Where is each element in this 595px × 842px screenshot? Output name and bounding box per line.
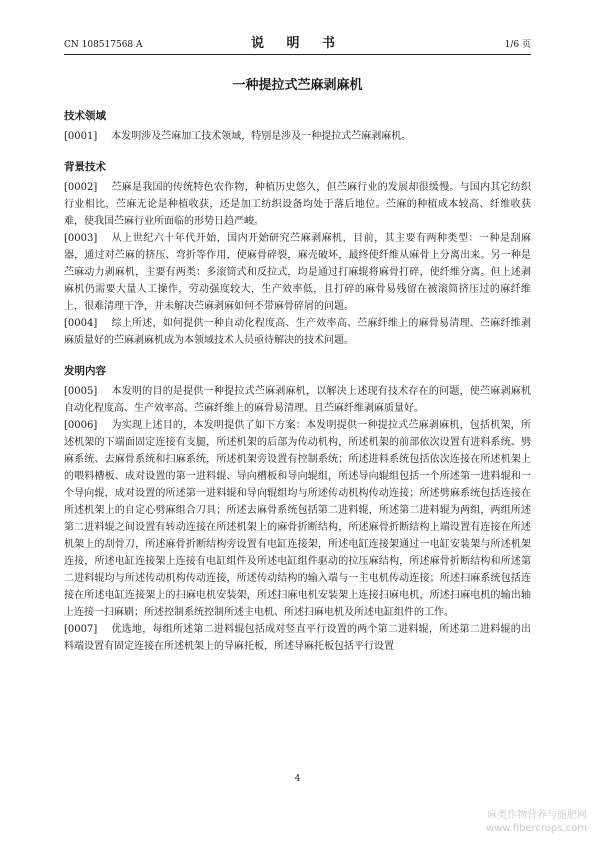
paragraph-number: [0002] [64,182,98,193]
section-heading: 背景技术 [64,161,106,173]
paragraph [64,128,531,145]
paragraph [64,621,531,655]
paragraph-text: 本发明的目的是提供一种提拉式苎麻剥麻机，以解决上述现有技术存在的问题，使苎麻剥麻机自动化程度高、生产效率高、苎麻纤维上的麻骨易清理、且苎麻纤维剥麻质量好。 [64,386,531,414]
paragraph-number: [0005] [64,386,98,397]
page-info: 1/6 页 [504,40,531,50]
section-background [64,159,531,349]
paragraph-number: [0006] [64,420,98,431]
section-tech-field [64,108,531,145]
doc-number: CN 108517568 A [64,40,143,50]
page-header [64,32,531,55]
section-heading: 发明内容 [64,365,106,377]
section-summary [64,363,531,655]
paragraph-text: 从上世纪六十年代开始，国内开始研究苎麻剥麻机，目前，其主要有两种类型：一种是刮麻器，通过对苎麻的挤压、弯折等作用，使麻骨碎裂，麻壳破坏，最终使纤维从麻骨上分离出来。另一种是苎麻动力剥麻机，主要有两类：多滚筒式和反拉式，均是通过打麻辊将麻骨打碎，使纤维分离。但上述剥麻机仍需要大量人工操作，劳动强度较大，生产效率低，且打碎的麻骨易残留在被滚筒挤压过的麻纤维上，很难清理干净，并未解决苎麻剥麻如何不带麻骨碎屑的问题。 [64,233,531,312]
document-body [64,108,531,655]
section-heading: 技术领域 [64,110,106,122]
paragraph-text: 苎麻是我国的传统特色农作物，种植历史悠久，但苎麻行业的发展却很缓慢。与国内其它纺织行业相比，苎麻无论是种植收获，还是加工纺织设备均处于落后地位。苎麻的种植成本较高、纤维收获难，使我国苎麻行业所面临的形势日趋严峻。 [64,182,531,227]
paragraph [64,315,531,349]
paragraph-text: 为实现上述目的，本发明提供了如下方案：本发明提供一种提拉式苎麻剥麻机，包括机架，所述机架的下端面固定连接有支腿，所述机架的后部为传动机构，所述机架的前部依次设置有进料系统、劈麻系统、去麻骨系统和扫麻系统，所述机架旁设置有控制系统；所述进料系统包括依次连接在所述机架上的喂料槽板、成对设置的第一进料辊、导向槽板和导向辊组，所述导向辊组包括一个所述第一进料辊和一个导向辊，成对设置的所述第一进料辊和导向辊组均与所述传动机构传动连接；所述劈麻系统包括连接在所述机架上的自定心劈麻组合刀具；所述去麻骨系统包括第二进料辊，所述第二进料辊为两组，两组所述第二进料辊之间设置有转动连接在所述机架上的麻骨折断结构，所述麻骨折断结构上端设置有连接在所述机架上的刮骨刀，所述麻骨折断结构旁设置有电缸连接架，所述电缸连接架通过一电缸安装架与所述机架连接，所述电缸连接架上连接有电缸组件及所述电缸组件驱动的拉压麻结构，所述麻骨折断结构和所述第二进料辊均与所述传动机构传动连接，所述传动结构的输入端与一主电机传动连接；所述扫麻系统包括连接在所述电缸连接架上的扫麻电机安装架，所述扫麻电机安装架上连接扫麻电机，所述扫麻电机的输出轴上连接一扫麻刷；所述控制系统控制所述主电机、所述扫麻电机及所述电缸组件的工作。 [64,420,531,618]
paragraph [64,230,531,315]
paragraph-number: [0001] [64,131,98,142]
document-title: 一种提拉式苎麻剥麻机 [232,78,363,93]
watermark-line-1: 麻类作物营养与施肥网 [487,810,587,821]
paragraph-number: [0004] [64,318,98,329]
paragraph [64,417,531,621]
page-number: 4 [294,774,301,784]
paragraph [64,179,531,230]
paragraph-text: 综上所述，如何提供一种自动化程度高、生产效率高、苎麻纤维上的麻骨易清理、苎麻纤维剥麻质量好的苎麻剥麻机成为本领域技术人员亟待解决的技术问题。 [64,318,531,346]
watermark [486,809,587,835]
doc-type: 说 明 书 [250,36,345,51]
paragraph-number: [0007] [64,624,98,635]
paragraph [64,383,531,417]
paragraph-text: 优选地，每组所述第二进料辊包括成对竖直平行设置的两个第二进料辊，所述第二进料辊的出料端设置有固定连接在所述机架上的导麻托板，所述导麻托板包括平行设置 [64,624,531,652]
watermark-line-2: www.fibercrops.com [485,823,587,834]
paragraph-text: 本发明涉及苎麻加工技术领域，特别是涉及一种提拉式苎麻剥麻机。 [111,131,412,142]
paragraph-number: [0003] [64,233,98,244]
